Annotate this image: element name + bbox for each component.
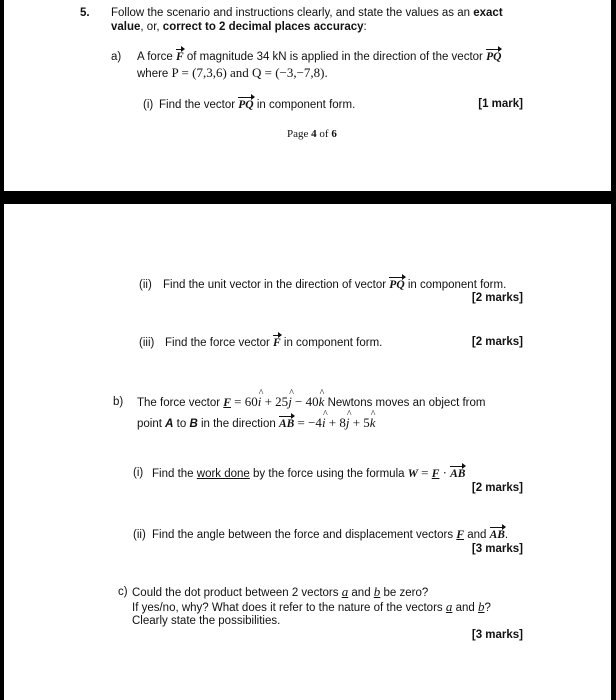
part-a-label: a) <box>111 51 122 63</box>
part-b-ii-label: (ii) <box>133 529 146 541</box>
part-c-label: c) <box>118 586 128 598</box>
part-b-line2: point A to B in the direction AB = −4^ i + 8^ j + 5^ k <box>137 416 376 431</box>
part-b-i-marks: [2 marks] <box>471 482 523 494</box>
question-number: 5. <box>80 7 90 19</box>
part-a-iii-marks: [2 marks] <box>471 336 523 348</box>
part-a-ii-text: Find the unit vector in the direction of vector PQ in component form. <box>163 279 507 291</box>
part-a-line1: A force F of magnitude 34 kN is applied in the direction of the vector PQ <box>137 51 502 63</box>
part-a-line2: where P = (7,3,6) and Q = (−3,−7,8). <box>137 65 328 80</box>
part-c-marks: [3 marks] <box>471 629 523 641</box>
part-b-ii-marks: [3 marks] <box>471 543 523 555</box>
vector-ab-symbol: AB <box>278 418 295 430</box>
question-intro-line2: value, or, correct to 2 decimal places accuracy: <box>111 21 367 33</box>
page-number: Page 4 of 6 <box>287 128 337 140</box>
question-intro-line1: Follow the scenario and instructions clearly, and state the values as an exact <box>111 7 503 19</box>
part-b-label: b) <box>113 396 124 408</box>
vector-pq-symbol: PQ <box>486 51 502 63</box>
part-c-line1: Could the dot product between 2 vectors a and b be zero? <box>132 584 429 599</box>
part-b-i-text: Find the work done by the force using the formula W = F · AB <box>152 465 466 480</box>
part-a-ii-marks: [2 marks] <box>471 292 523 304</box>
part-a-iii-text: Find the force vector F in component form. <box>165 337 383 349</box>
part-a-ii-label: (ii) <box>139 279 152 291</box>
part-b-line1: The force vector F = 60^ i + 25^ j − 40^ k Newtons moves an object from <box>137 395 485 410</box>
part-c-line3: Clearly state the possibilities. <box>132 615 281 627</box>
force-vector-symbol: F <box>176 51 184 63</box>
part-a-i-marks: [1 mark] <box>478 98 523 110</box>
part-c-line2: If yes/no, why? What does it refer to the nature of the vectors a and b? <box>132 599 491 614</box>
part-b-i-label: (i) <box>133 467 144 479</box>
part-a-i-text: Find the vector PQ in component form. <box>159 99 356 111</box>
part-a-iii-label: (iii) <box>139 337 155 349</box>
page-top <box>4 0 611 191</box>
page-bottom <box>4 204 611 700</box>
part-a-i-label: (i) <box>143 99 154 111</box>
part-b-ii-text: Find the angle between the force and displacement vectors F and AB. <box>152 529 509 541</box>
